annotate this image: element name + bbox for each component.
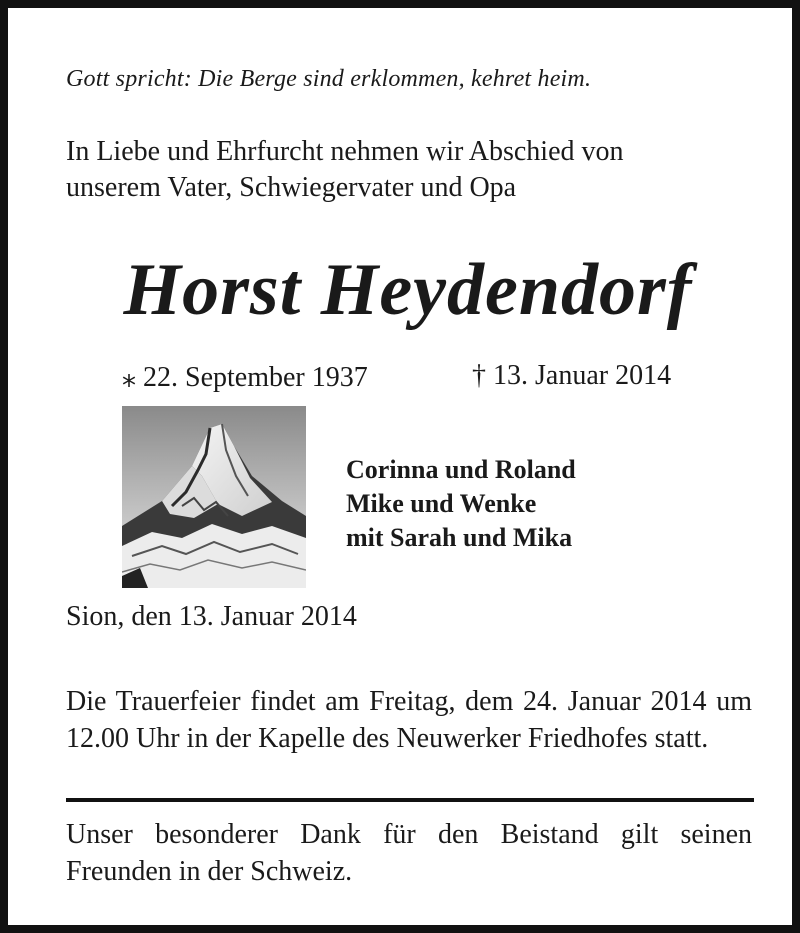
- bible-quote: Gott spricht: Die Berge sind erklommen, kehret heim.: [66, 66, 592, 92]
- birth-date: ⁎ 22. September 1937: [122, 362, 368, 393]
- mountain-photo: [122, 406, 306, 588]
- family-line-2: Mike und Wenke: [346, 489, 537, 518]
- family-line-3: mit Sarah und Mika: [346, 523, 573, 552]
- place-and-date: Sion, den 13. Januar 2014: [66, 601, 357, 632]
- family-line-1: Corinna und Roland: [346, 455, 576, 484]
- intro-text: [66, 134, 766, 206]
- intro-line-1: In Liebe und Ehrfurcht nehmen wir Abschied von: [66, 136, 624, 167]
- surviving-family: [346, 453, 576, 555]
- death-date: † 13. Januar 2014: [472, 360, 672, 391]
- mountain-image: [122, 406, 306, 588]
- deceased-name: Horst Heydendorf: [123, 249, 693, 331]
- funeral-info: Die Trauerfeier findet am Freitag, dem 24. Januar 2014 um 12.00 Uhr in der Kapelle des Neuwerker Friedhofes statt.: [66, 686, 752, 754]
- intro-line-2: unserem Vater, Schwiegervater und Opa: [66, 172, 517, 203]
- divider-rule: [66, 798, 754, 802]
- thanks-note: Unser besonderer Dank für den Beistand gilt seinen Freunden in der Schweiz.: [66, 819, 752, 887]
